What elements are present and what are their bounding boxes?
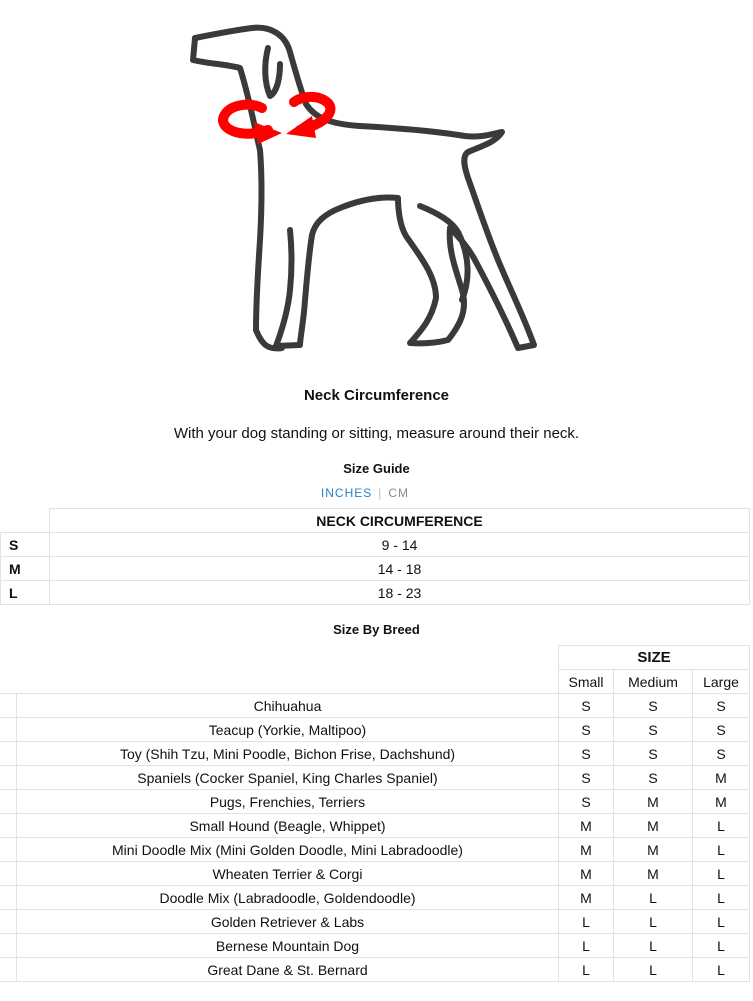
medium-size-value: L: [614, 934, 693, 958]
large-size-value: S: [693, 718, 750, 742]
small-size-value: L: [559, 910, 614, 934]
table-row: [0, 790, 750, 814]
medium-size-value: S: [614, 742, 693, 766]
table-row: [0, 694, 750, 718]
breed-name: Chihuahua: [17, 694, 559, 718]
table-header-row: [0, 646, 750, 670]
medium-size-value: S: [614, 694, 693, 718]
breed-name: Small Hound (Beagle, Whippet): [17, 814, 559, 838]
row-stub-cell: [0, 910, 17, 934]
size-label: S: [1, 533, 50, 557]
table-row: [0, 934, 750, 958]
size-label: M: [1, 557, 50, 581]
table-header-row: [1, 509, 750, 533]
row-stub-cell: [0, 694, 17, 718]
table-row: [0, 838, 750, 862]
row-stub-cell: [0, 958, 17, 982]
breed-name: Great Dane & St. Bernard: [17, 958, 559, 982]
breed-table-body: [0, 694, 750, 982]
breed-name: Golden Retriever & Labs: [17, 910, 559, 934]
table-row: [1, 581, 750, 605]
table-row: [0, 718, 750, 742]
small-size-value: S: [559, 790, 614, 814]
table-row: [0, 766, 750, 790]
row-stub-cell: [0, 814, 17, 838]
table-row: [0, 862, 750, 886]
breed-name: Doodle Mix (Labradoodle, Goldendoodle): [17, 886, 559, 910]
unit-inches-tab[interactable]: INCHES: [320, 486, 373, 500]
small-size-value: S: [559, 694, 614, 718]
unit-cm-tab[interactable]: CM: [388, 486, 410, 500]
header-blank-cell: [1, 509, 50, 533]
unit-toggle: [0, 486, 730, 500]
small-size-value: S: [559, 742, 614, 766]
breed-name: Pugs, Frenchies, Terriers: [17, 790, 559, 814]
column-medium-header: Medium: [614, 670, 693, 694]
size-value: 9 - 14: [50, 533, 750, 557]
header-blank-cell: [0, 646, 559, 694]
small-size-value: S: [559, 718, 614, 742]
breed-name: Wheaten Terrier & Corgi: [17, 862, 559, 886]
measure-instructions: With your dog standing or sitting, measure around their neck.: [173, 425, 580, 442]
small-size-value: M: [559, 886, 614, 910]
medium-size-value: S: [614, 766, 693, 790]
row-stub-cell: [0, 790, 17, 814]
size-label: L: [1, 581, 50, 605]
row-stub-cell: [0, 742, 17, 766]
size-guide-title: Size Guide: [343, 461, 410, 476]
large-size-value: L: [693, 886, 750, 910]
column-large-header: Large: [693, 670, 750, 694]
row-stub-cell: [0, 718, 17, 742]
large-size-value: L: [693, 814, 750, 838]
medium-size-value: S: [614, 718, 693, 742]
table-row: [1, 533, 750, 557]
size-guide-table: [0, 508, 750, 605]
breed-guide-title: Size By Breed: [333, 622, 420, 637]
small-size-value: M: [559, 862, 614, 886]
breed-name: Teacup (Yorkie, Maltipoo): [17, 718, 559, 742]
row-stub-cell: [0, 886, 17, 910]
medium-size-value: L: [614, 910, 693, 934]
neck-circumference-header: NECK CIRCUMFERENCE: [50, 509, 750, 533]
large-size-value: L: [693, 862, 750, 886]
medium-size-value: L: [614, 886, 693, 910]
unit-separator: |: [378, 486, 383, 500]
medium-size-value: M: [614, 790, 693, 814]
table-row: [0, 886, 750, 910]
size-value: 14 - 18: [50, 557, 750, 581]
medium-size-value: M: [614, 814, 693, 838]
table-row: [0, 958, 750, 982]
large-size-value: L: [693, 934, 750, 958]
table-row: [0, 910, 750, 934]
large-size-value: L: [693, 958, 750, 982]
large-size-value: L: [693, 838, 750, 862]
small-size-value: L: [559, 934, 614, 958]
table-row: [0, 814, 750, 838]
small-size-value: M: [559, 814, 614, 838]
breed-name: Toy (Shih Tzu, Mini Poodle, Bichon Frise, Dachshund): [17, 742, 559, 766]
row-stub-cell: [0, 838, 17, 862]
row-stub-cell: [0, 766, 17, 790]
column-small-header: Small: [559, 670, 614, 694]
row-stub-cell: [0, 934, 17, 958]
large-size-value: L: [693, 910, 750, 934]
large-size-value: S: [693, 742, 750, 766]
medium-size-value: M: [614, 862, 693, 886]
breed-name: Spaniels (Cocker Spaniel, King Charles Spaniel): [17, 766, 559, 790]
medium-size-value: L: [614, 958, 693, 982]
breed-name: Bernese Mountain Dog: [17, 934, 559, 958]
small-size-value: L: [559, 958, 614, 982]
size-value: 18 - 23: [50, 581, 750, 605]
large-size-value: M: [693, 766, 750, 790]
small-size-value: M: [559, 838, 614, 862]
breed-name: Mini Doodle Mix (Mini Golden Doodle, Mini Labradoodle): [17, 838, 559, 862]
large-size-value: M: [693, 790, 750, 814]
size-header: SIZE: [559, 646, 750, 670]
breed-size-table: [0, 645, 750, 982]
page-title: Neck Circumference: [303, 387, 450, 404]
medium-size-value: M: [614, 838, 693, 862]
small-size-value: S: [559, 766, 614, 790]
row-stub-cell: [0, 862, 17, 886]
table-row: [1, 557, 750, 581]
table-row: [0, 742, 750, 766]
large-size-value: S: [693, 694, 750, 718]
dog-neck-measure-icon: [0, 0, 753, 370]
